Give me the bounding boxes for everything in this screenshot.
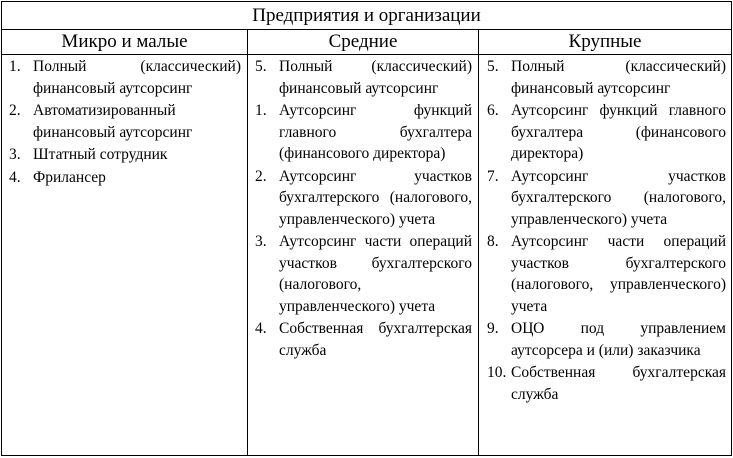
list-item (255, 100, 472, 165)
header-medium: Средние (328, 31, 398, 52)
item-text: Аутсорсинг части операций участков бухгалтерского (налогового, управленческого) учета (511, 233, 726, 315)
item-number: 3. (9, 146, 21, 163)
list-item (9, 56, 241, 99)
item-text: Автоматизированный финансовый аутсорсинг (33, 102, 193, 141)
item-number: 8. (487, 233, 499, 250)
column-micro-small (9, 55, 241, 188)
list-item (487, 166, 726, 231)
list-item (487, 100, 726, 165)
item-text: Штатный сотрудник (33, 146, 168, 163)
item-number: 7. (487, 167, 499, 185)
item-text: Полный (классический) финансовый аутсорсинг (511, 58, 726, 97)
item-text: Собственная бухгалтерская служба (511, 364, 726, 403)
header-large: Крупные (568, 31, 642, 52)
column-divider (478, 30, 479, 455)
item-number: 5. (255, 58, 267, 75)
list-item (487, 318, 726, 361)
list-item (9, 167, 241, 189)
item-number: 4. (9, 168, 21, 186)
item-text: Аутсорсинг функций главного бухгалтера (финансового директора) (511, 102, 726, 162)
item-number: 2. (255, 167, 267, 185)
list-item (255, 166, 472, 231)
list-item (487, 56, 726, 99)
item-text: Аутсорсинг участков бухгалтерского (налогового, управленческого) учета (511, 167, 726, 228)
table-title: Предприятия и организации (2, 2, 731, 30)
item-text: Аутсорсинг функций главного бухгалтера (финансового директора) (279, 102, 472, 162)
item-text: Аутсорсинг части операций участков бухгалтерского (налогового, управленческого) учета (279, 233, 472, 315)
item-text: Фрилансер (33, 168, 106, 186)
list-item (487, 231, 726, 317)
item-text: Аутсорсинг участков бухгалтерского (налогового, управленческого) учета (279, 167, 472, 228)
column-medium (255, 55, 472, 361)
header-row (2, 30, 731, 55)
item-number: 6. (487, 102, 499, 119)
item-number: 9. (487, 320, 499, 337)
item-text: Полный (классический) финансовый аутсорсинг (33, 58, 241, 97)
item-text: Собственная бухгалтерская служба (279, 320, 472, 359)
header-micro-small: Микро и малые (61, 31, 188, 52)
item-number: 4. (255, 320, 267, 337)
item-number: 3. (255, 233, 267, 250)
item-number: 1. (255, 102, 267, 119)
item-text: Полный (классический) финансовый аутсорсинг (279, 58, 472, 97)
list-item (9, 144, 241, 166)
item-number: 10. (487, 364, 507, 381)
item-number: 1. (9, 58, 21, 75)
column-divider (247, 30, 248, 455)
list-item (487, 362, 726, 405)
column-large (487, 55, 726, 405)
item-number: 2. (9, 102, 21, 119)
item-number: 5. (487, 58, 499, 75)
list-item (255, 56, 472, 99)
list-item (9, 100, 241, 143)
enterprises-table (1, 1, 732, 456)
item-text: ОЦО под управлением аутсорсера и (или) заказчика (511, 320, 726, 359)
list-item (255, 318, 472, 361)
list-item (255, 231, 472, 317)
